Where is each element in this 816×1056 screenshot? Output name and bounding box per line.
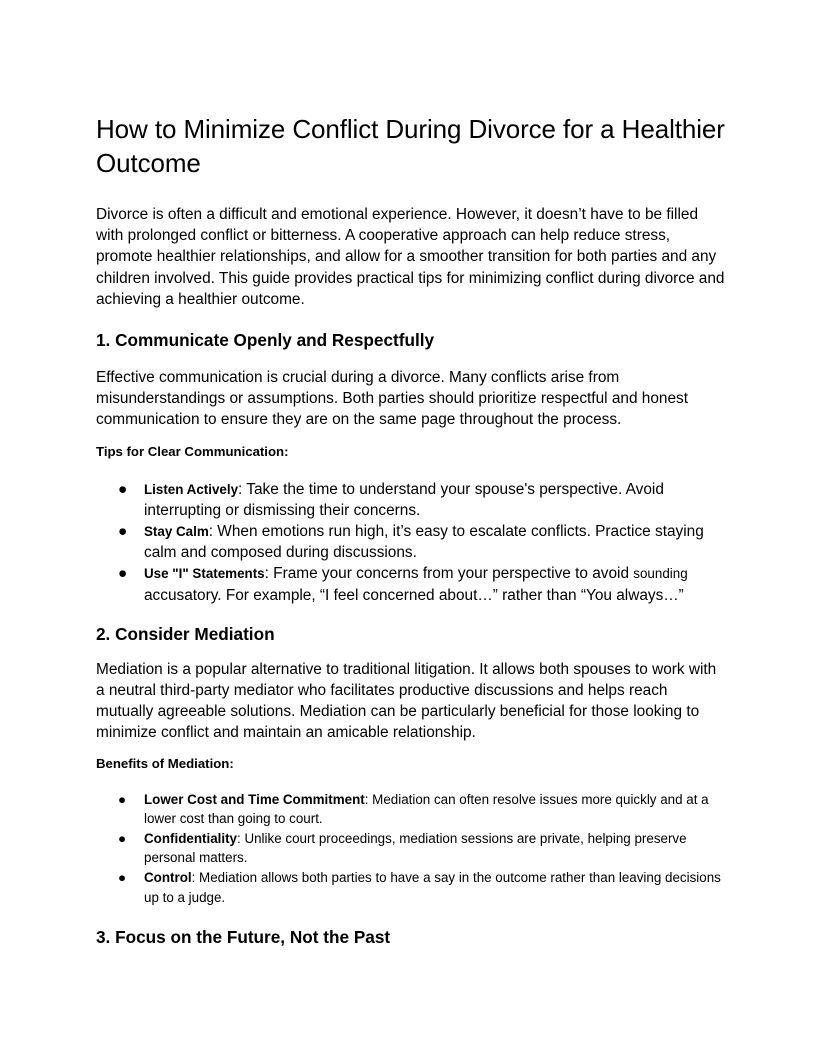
bullet-icon: ● [118,791,127,807]
list-item [96,521,726,563]
bullet-icon: ● [118,480,128,498]
list-item [96,479,726,521]
list-item-term: Stay Calm [144,524,209,540]
list-item-term: Confidentiality [144,830,237,846]
list-item [96,563,726,605]
bullet-icon: ● [118,870,127,886]
list-item [96,868,726,907]
list-item-term: Use "I" Statements [144,566,265,582]
list-item-text: : Frame your concerns from your perspective to avoid [264,565,634,583]
section-paragraph: Effective communication is crucial during a divorce. Many conflicts arise from misunderstandings or assumptions. Both parties should prioritize respectful and honest communication to ensure they are on the same page throughout the process. [96,369,689,429]
section-mediation [96,623,726,907]
document-page [96,112,726,962]
list-item-text: : When emotions run high, it’s easy to escalate conflicts. Practice staying calm and composed during discussions. [144,523,704,562]
section-paragraph: Mediation is a popular alternative to traditional litigation. It allows both spouses to work with a neutral third-party mediator who facilitates productive discussions and helps reach mutually agreeable solutions. Mediation can be particularly beneficial for those looking to minimize conflict and maintain an amicable relationship. [96,660,717,742]
section-heading: 1. Communicate Openly and Respectfully [96,330,435,351]
list-item [96,829,726,868]
list-item-text-tail: accusatory. For example, “I feel concerned about…” rather than “You always…” [144,586,684,604]
list-item-text: : Mediation allows both parties to have a say in the outcome rather than leaving decisions up to a judge. [144,870,721,905]
section-subheading: Tips for Clear Communication: [96,443,289,459]
bullet-icon: ● [118,830,127,846]
intro-paragraph: Divorce is often a difficult and emotional experience. However, it doesn’t have to be filled with prolonged conflict or bitterness. A cooperative approach can help reduce stress, promote healthier relationships, and allow for a smoother transition for both parties and any children involved. This guide provides practical tips for minimizing conflict during divorce and achieving a healthier outcome. [96,206,725,308]
benefits-list [96,790,726,908]
list-item-text: : Mediation can often resolve issues more quickly and at a lower cost than going to court. [144,791,709,827]
bullet-icon: ● [118,565,128,583]
list-item-term: Control [144,870,192,886]
section-heading: 3. Focus on the Future, Not the Past [96,927,391,948]
tips-list [96,479,726,606]
list-item-text: : Unlike court proceedings, mediation sessions are private, helping preserve personal matters. [144,830,687,866]
bullet-icon: ● [118,523,128,541]
list-item-text-small: sounding [633,566,688,582]
section-future [96,926,726,948]
document-title: How to Minimize Conflict During Divorce for a Healthier Outcome [96,114,725,178]
list-item [96,790,726,829]
list-item-term: Listen Actively [144,481,239,497]
section-heading: 2. Consider Mediation [96,623,275,644]
list-item-text: : Take the time to understand your spouse's perspective. Avoid interrupting or dismissing their concerns. [144,480,664,519]
section-subheading: Benefits of Mediation: [96,755,234,771]
list-item-term: Lower Cost and Time Commitment [144,791,365,807]
section-communicate [96,329,726,606]
